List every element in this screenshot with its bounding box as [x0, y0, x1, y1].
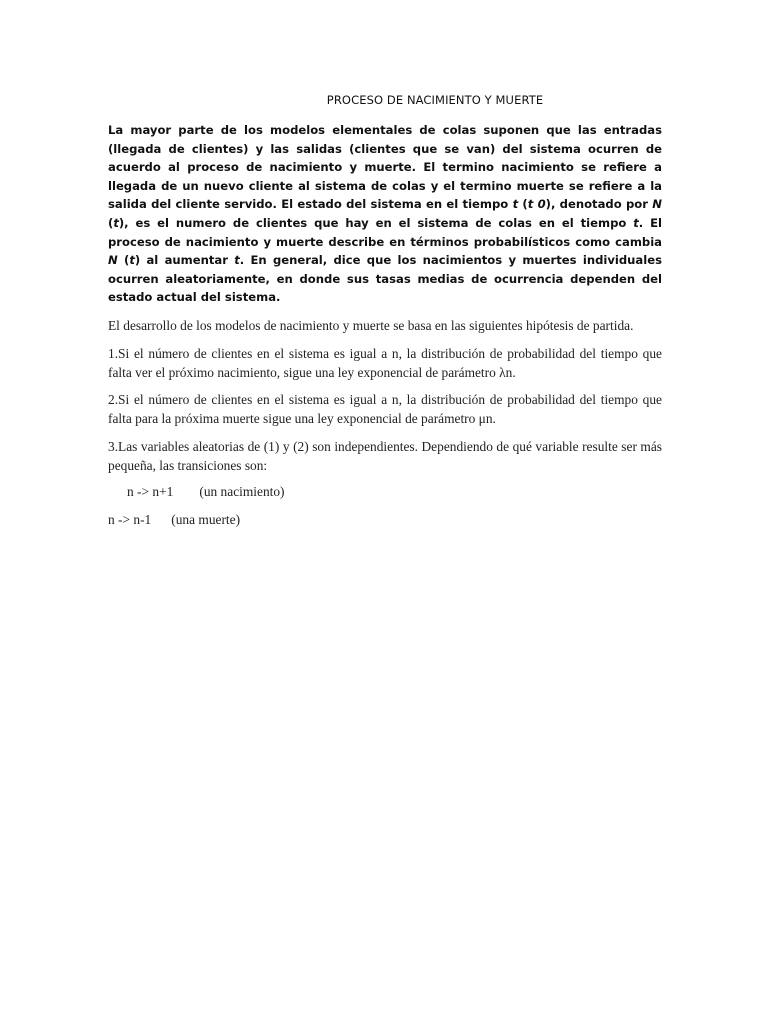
document-title: PROCESO DE NACIMIENTO Y MUERTE: [326, 93, 544, 107]
intro-paragraph: [108, 121, 662, 307]
intro-text: . El proceso de nacimiento y muerte describe en términos probabilísticos como cambia: [108, 215, 662, 249]
intro-italic: N: [108, 253, 118, 268]
hypothesis-1-paragraph: 1.Si el número de clientes en el sistema es igual a n, la distribución de probabilidad del tiempo que falta ver el próximo nacimiento, sigue una ley exponencial de parámetro λn.: [108, 346, 662, 380]
intro-italic: N: [652, 197, 662, 212]
transition-birth-note: (un nacimiento): [199, 484, 285, 499]
intro-text: (: [108, 215, 114, 230]
transition-death-note: (una muerte): [171, 512, 241, 527]
intro-italic: t: [234, 253, 240, 268]
intro-text: ), es el numero de clientes que hay en el sistema de colas en el tiempo: [118, 215, 634, 230]
intro-text: ) al aumentar: [134, 253, 235, 268]
intro-italic: t: [512, 197, 519, 212]
intro-text: . En general, dice que los nacimientos y muertes individuales ocurren aleatoriamente, en donde sus tasas medias de ocurrencia dependen del estado actual del sistema.: [108, 253, 662, 305]
intro-text: (: [518, 197, 528, 212]
transition-death-expr: n -> n-1: [108, 512, 152, 527]
transition-death: [108, 512, 240, 528]
intro-text: (: [117, 253, 130, 268]
hypothesis-3-paragraph: 3.Las variables aleatorias de (1) y (2) son independientes. Dependiendo de qué variable resulte ser más pequeña, las transiciones son:: [108, 439, 662, 473]
transition-birth: [127, 484, 285, 500]
intro-italic: t: [633, 215, 639, 230]
intro-text: La mayor parte de los modelos elementales de colas suponen que las entradas (llegada de clientes) y las salidas (clientes que se van) del sistema ocurren de acuerdo al proceso de nacimiento y muerte. El termino nacimiento se refiere a llegada de un nuevo cliente al sistema de colas y el termino muerte se refiere a la salida del cliente servido. El estado del sistema en el tiempo: [108, 123, 662, 212]
intro-italic: t: [129, 253, 135, 268]
intro-italic: t 0: [527, 197, 546, 212]
intro-italic: t: [113, 215, 119, 230]
hypotheses-intro-paragraph: El desarrollo de los modelos de nacimiento y muerte se basa en las siguientes hipótesis de partida.: [108, 318, 634, 333]
hypothesis-2-paragraph: 2.Si el número de clientes en el sistema es igual a n, la distribución de probabilidad del tiempo que falta para la próxima muerte sigue una ley exponencial de parámetro μn.: [108, 392, 662, 426]
intro-text: ), denotado por: [545, 197, 653, 212]
transition-birth-expr: n -> n+1: [127, 484, 174, 499]
